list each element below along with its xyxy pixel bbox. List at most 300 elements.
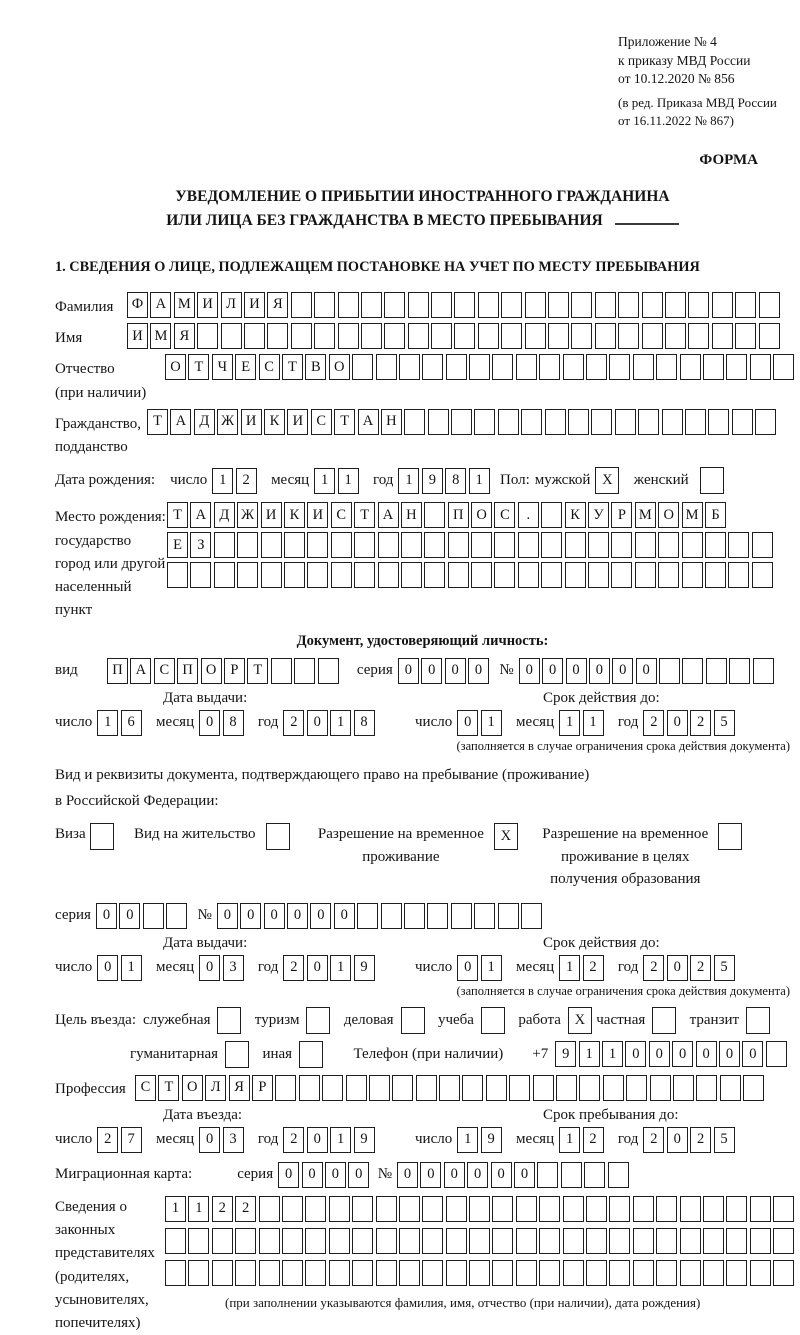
char-box[interactable]: [235, 1260, 256, 1286]
char-box[interactable]: И: [197, 292, 218, 318]
char-box[interactable]: [392, 1075, 413, 1101]
char-box[interactable]: [399, 1228, 420, 1254]
char-box[interactable]: [478, 323, 499, 349]
char-box[interactable]: [501, 323, 522, 349]
char-box[interactable]: М: [150, 323, 171, 349]
char-box[interactable]: Ж: [237, 502, 258, 528]
char-box[interactable]: 0: [334, 903, 355, 929]
char-box[interactable]: [446, 1228, 467, 1254]
char-box[interactable]: 0: [307, 1127, 328, 1153]
char-box[interactable]: 2: [97, 1127, 118, 1153]
char-box[interactable]: [378, 532, 399, 558]
visa-checkbox[interactable]: [90, 823, 116, 850]
patronymic-field[interactable]: [165, 354, 797, 380]
identity-issue-year[interactable]: [283, 710, 377, 736]
char-box[interactable]: [652, 1007, 676, 1034]
char-box[interactable]: [212, 1260, 233, 1286]
char-box[interactable]: [750, 1260, 771, 1286]
char-box[interactable]: [305, 1260, 326, 1286]
char-box[interactable]: [656, 1260, 677, 1286]
char-box[interactable]: 1: [469, 468, 490, 494]
char-box[interactable]: [516, 354, 537, 380]
residence-issue-month[interactable]: [199, 955, 246, 981]
char-box[interactable]: [322, 1075, 343, 1101]
purpose-work-checkbox[interactable]: [568, 1007, 594, 1034]
char-box[interactable]: 0: [348, 1162, 369, 1188]
char-box[interactable]: [469, 1260, 490, 1286]
char-box[interactable]: [469, 1228, 490, 1254]
char-box[interactable]: [712, 292, 733, 318]
char-box[interactable]: Т: [188, 354, 209, 380]
char-box[interactable]: [384, 292, 405, 318]
char-box[interactable]: [352, 1260, 373, 1286]
residence-issue-day[interactable]: [97, 955, 144, 981]
char-box[interactable]: 0: [199, 955, 220, 981]
char-box[interactable]: 1: [330, 1127, 351, 1153]
char-box[interactable]: 0: [278, 1162, 299, 1188]
char-box[interactable]: [305, 1196, 326, 1222]
char-box[interactable]: [688, 292, 709, 318]
char-box[interactable]: 0: [397, 1162, 418, 1188]
char-box[interactable]: [299, 1075, 320, 1101]
char-box[interactable]: [291, 323, 312, 349]
char-box[interactable]: Ж: [217, 409, 238, 435]
char-box[interactable]: X: [595, 467, 619, 494]
char-box[interactable]: Я: [229, 1075, 250, 1101]
char-box[interactable]: 1: [121, 955, 142, 981]
char-box[interactable]: [399, 354, 420, 380]
char-box[interactable]: [541, 532, 562, 558]
char-box[interactable]: [474, 903, 495, 929]
char-box[interactable]: [446, 1196, 467, 1222]
char-box[interactable]: [746, 1007, 770, 1034]
char-box[interactable]: [259, 1228, 280, 1254]
char-box[interactable]: 6: [121, 710, 142, 736]
char-box[interactable]: О: [329, 354, 350, 380]
char-box[interactable]: [235, 1228, 256, 1254]
char-box[interactable]: 1: [338, 468, 359, 494]
char-box[interactable]: [431, 323, 452, 349]
char-box[interactable]: [404, 409, 425, 435]
char-box[interactable]: [642, 323, 663, 349]
char-box[interactable]: О: [658, 502, 679, 528]
char-box[interactable]: 2: [583, 955, 604, 981]
char-box[interactable]: 0: [672, 1041, 693, 1067]
phone-field[interactable]: [555, 1041, 789, 1067]
char-box[interactable]: Л: [221, 292, 242, 318]
char-box[interactable]: .: [518, 502, 539, 528]
char-box[interactable]: 0: [119, 903, 140, 929]
char-box[interactable]: [486, 1075, 507, 1101]
char-box[interactable]: 0: [468, 658, 489, 684]
char-box[interactable]: [563, 1228, 584, 1254]
char-box[interactable]: [282, 1196, 303, 1222]
char-box[interactable]: 1: [559, 955, 580, 981]
char-box[interactable]: 1: [398, 468, 419, 494]
char-box[interactable]: [494, 532, 515, 558]
char-box[interactable]: [259, 1260, 280, 1286]
char-box[interactable]: О: [201, 658, 222, 684]
char-box[interactable]: [471, 562, 492, 588]
char-box[interactable]: 0: [742, 1041, 763, 1067]
char-box[interactable]: [545, 409, 566, 435]
char-box[interactable]: [282, 1228, 303, 1254]
char-box[interactable]: [703, 1260, 724, 1286]
char-box[interactable]: 0: [625, 1041, 646, 1067]
char-box[interactable]: [381, 903, 402, 929]
char-box[interactable]: 0: [97, 955, 118, 981]
char-box[interactable]: 0: [420, 1162, 441, 1188]
profession-field[interactable]: [135, 1075, 767, 1101]
char-box[interactable]: 0: [636, 658, 657, 684]
char-box[interactable]: [561, 1162, 582, 1188]
char-box[interactable]: [586, 354, 607, 380]
char-box[interactable]: [703, 1228, 724, 1254]
char-box[interactable]: 0: [310, 903, 331, 929]
char-box[interactable]: [399, 1196, 420, 1222]
char-box[interactable]: К: [264, 409, 285, 435]
char-box[interactable]: [752, 532, 773, 558]
char-box[interactable]: [369, 1075, 390, 1101]
char-box[interactable]: [492, 1196, 513, 1222]
char-box[interactable]: И: [261, 502, 282, 528]
char-box[interactable]: [408, 292, 429, 318]
char-box[interactable]: [565, 532, 586, 558]
char-box[interactable]: [424, 502, 445, 528]
char-box[interactable]: [759, 323, 780, 349]
char-box[interactable]: [361, 323, 382, 349]
char-box[interactable]: [518, 562, 539, 588]
char-box[interactable]: [90, 823, 114, 850]
char-box[interactable]: Н: [381, 409, 402, 435]
char-box[interactable]: 1: [481, 710, 502, 736]
char-box[interactable]: [541, 502, 562, 528]
representatives-field-line2[interactable]: [165, 1228, 797, 1254]
entry-year[interactable]: [283, 1127, 377, 1153]
char-box[interactable]: [682, 658, 703, 684]
char-box[interactable]: 2: [235, 1196, 256, 1222]
char-box[interactable]: 0: [264, 903, 285, 929]
char-box[interactable]: [357, 903, 378, 929]
char-box[interactable]: [773, 1228, 794, 1254]
char-box[interactable]: [422, 1196, 443, 1222]
entry-day[interactable]: [97, 1127, 144, 1153]
char-box[interactable]: [221, 323, 242, 349]
char-box[interactable]: [773, 1196, 794, 1222]
char-box[interactable]: [166, 903, 187, 929]
char-box[interactable]: [416, 1075, 437, 1101]
char-box[interactable]: [462, 1075, 483, 1101]
char-box[interactable]: [735, 292, 756, 318]
char-box[interactable]: 1: [559, 1127, 580, 1153]
char-box[interactable]: [726, 354, 747, 380]
char-box[interactable]: [665, 323, 686, 349]
char-box[interactable]: [750, 1228, 771, 1254]
char-box[interactable]: [579, 1075, 600, 1101]
char-box[interactable]: 0: [421, 658, 442, 684]
char-box[interactable]: 0: [445, 658, 466, 684]
char-box[interactable]: 0: [514, 1162, 535, 1188]
char-box[interactable]: [685, 409, 706, 435]
char-box[interactable]: 1: [481, 955, 502, 981]
char-box[interactable]: С: [494, 502, 515, 528]
char-box[interactable]: [399, 1260, 420, 1286]
char-box[interactable]: [422, 354, 443, 380]
char-box[interactable]: 9: [354, 955, 375, 981]
birth-month-field[interactable]: [314, 468, 361, 494]
char-box[interactable]: [633, 1228, 654, 1254]
char-box[interactable]: [732, 409, 753, 435]
entry-month[interactable]: [199, 1127, 246, 1153]
char-box[interactable]: [305, 1228, 326, 1254]
char-box[interactable]: [703, 1196, 724, 1222]
char-box[interactable]: Я: [174, 323, 195, 349]
char-box[interactable]: 2: [690, 955, 711, 981]
gender-male-checkbox[interactable]: [595, 467, 621, 494]
purpose-transit-checkbox[interactable]: [746, 1007, 772, 1034]
char-box[interactable]: 0: [96, 903, 117, 929]
char-box[interactable]: [299, 1041, 323, 1068]
char-box[interactable]: [378, 562, 399, 588]
char-box[interactable]: 9: [481, 1127, 502, 1153]
char-box[interactable]: 3: [223, 1127, 244, 1153]
char-box[interactable]: [446, 354, 467, 380]
char-box[interactable]: [586, 1196, 607, 1222]
char-box[interactable]: 2: [643, 710, 664, 736]
char-box[interactable]: X: [494, 823, 518, 850]
char-box[interactable]: [680, 354, 701, 380]
char-box[interactable]: [688, 323, 709, 349]
char-box[interactable]: [766, 1041, 787, 1067]
char-box[interactable]: 3: [223, 955, 244, 981]
char-box[interactable]: 0: [491, 1162, 512, 1188]
char-box[interactable]: [537, 1162, 558, 1188]
char-box[interactable]: 0: [217, 903, 238, 929]
char-box[interactable]: Н: [401, 502, 422, 528]
char-box[interactable]: [750, 1196, 771, 1222]
char-box[interactable]: [680, 1196, 701, 1222]
char-box[interactable]: С: [259, 354, 280, 380]
char-box[interactable]: М: [635, 502, 656, 528]
char-box[interactable]: Р: [224, 658, 245, 684]
char-box[interactable]: 0: [199, 1127, 220, 1153]
char-box[interactable]: [361, 292, 382, 318]
char-box[interactable]: [662, 409, 683, 435]
char-box[interactable]: [498, 409, 519, 435]
char-box[interactable]: [404, 903, 425, 929]
char-box[interactable]: [571, 292, 592, 318]
char-box[interactable]: 1: [165, 1196, 186, 1222]
char-box[interactable]: [352, 1196, 373, 1222]
char-box[interactable]: [609, 354, 630, 380]
char-box[interactable]: 8: [354, 710, 375, 736]
char-box[interactable]: [451, 409, 472, 435]
char-box[interactable]: Е: [167, 532, 188, 558]
char-box[interactable]: [474, 409, 495, 435]
char-box[interactable]: [703, 354, 724, 380]
char-box[interactable]: [539, 1260, 560, 1286]
char-box[interactable]: [284, 562, 305, 588]
char-box[interactable]: 1: [559, 710, 580, 736]
char-box[interactable]: [331, 532, 352, 558]
char-box[interactable]: [190, 562, 211, 588]
char-box[interactable]: [376, 1196, 397, 1222]
residence-number-field[interactable]: [217, 903, 544, 929]
char-box[interactable]: [755, 409, 776, 435]
char-box[interactable]: [492, 354, 513, 380]
char-box[interactable]: [729, 658, 750, 684]
char-box[interactable]: [237, 562, 258, 588]
char-box[interactable]: [376, 1260, 397, 1286]
char-box[interactable]: [718, 823, 742, 850]
citizenship-field[interactable]: [147, 409, 779, 435]
char-box[interactable]: [478, 292, 499, 318]
char-box[interactable]: [212, 1228, 233, 1254]
char-box[interactable]: 2: [643, 1127, 664, 1153]
char-box[interactable]: Л: [205, 1075, 226, 1101]
char-box[interactable]: 1: [579, 1041, 600, 1067]
char-box[interactable]: А: [150, 292, 171, 318]
char-box[interactable]: 1: [188, 1196, 209, 1222]
char-box[interactable]: 0: [566, 658, 587, 684]
char-box[interactable]: [492, 1260, 513, 1286]
char-box[interactable]: [451, 903, 472, 929]
char-box[interactable]: [307, 532, 328, 558]
residence-expiry-year[interactable]: [643, 955, 737, 981]
char-box[interactable]: Ф: [127, 292, 148, 318]
identity-number-field[interactable]: [519, 658, 776, 684]
char-box[interactable]: 0: [398, 658, 419, 684]
char-box[interactable]: Т: [247, 658, 268, 684]
char-box[interactable]: 0: [649, 1041, 670, 1067]
char-box[interactable]: Т: [158, 1075, 179, 1101]
char-box[interactable]: [656, 1196, 677, 1222]
purpose-business-checkbox[interactable]: [401, 1007, 427, 1034]
identity-kind-field[interactable]: [107, 658, 341, 684]
char-box[interactable]: 0: [542, 658, 563, 684]
birth-place-field-line3[interactable]: [167, 562, 775, 588]
char-box[interactable]: [422, 1260, 443, 1286]
char-box[interactable]: И: [307, 502, 328, 528]
char-box[interactable]: [759, 292, 780, 318]
char-box[interactable]: [498, 903, 519, 929]
char-box[interactable]: [591, 409, 612, 435]
char-box[interactable]: И: [287, 409, 308, 435]
stay-day[interactable]: [457, 1127, 504, 1153]
char-box[interactable]: 2: [690, 1127, 711, 1153]
char-box[interactable]: [635, 562, 656, 588]
char-box[interactable]: [700, 467, 724, 494]
char-box[interactable]: 1: [457, 1127, 478, 1153]
char-box[interactable]: 1: [602, 1041, 623, 1067]
char-box[interactable]: 0: [457, 710, 478, 736]
char-box[interactable]: И: [241, 409, 262, 435]
char-box[interactable]: [197, 323, 218, 349]
char-box[interactable]: [609, 1196, 630, 1222]
char-box[interactable]: [516, 1228, 537, 1254]
char-box[interactable]: [469, 1196, 490, 1222]
char-box[interactable]: [633, 1260, 654, 1286]
char-box[interactable]: [595, 292, 616, 318]
char-box[interactable]: [516, 1260, 537, 1286]
char-box[interactable]: 0: [307, 955, 328, 981]
char-box[interactable]: М: [174, 292, 195, 318]
char-box[interactable]: [165, 1228, 186, 1254]
char-box[interactable]: [682, 532, 703, 558]
char-box[interactable]: 2: [283, 710, 304, 736]
char-box[interactable]: [266, 823, 290, 850]
char-box[interactable]: Т: [167, 502, 188, 528]
migration-number-field[interactable]: [397, 1162, 631, 1188]
char-box[interactable]: [469, 354, 490, 380]
char-box[interactable]: 9: [422, 468, 443, 494]
char-box[interactable]: Д: [214, 502, 235, 528]
temp-residence-checkbox[interactable]: [494, 823, 520, 850]
char-box[interactable]: [167, 562, 188, 588]
char-box[interactable]: [568, 409, 589, 435]
char-box[interactable]: [565, 562, 586, 588]
char-box[interactable]: [424, 532, 445, 558]
char-box[interactable]: Д: [194, 409, 215, 435]
char-box[interactable]: 2: [283, 1127, 304, 1153]
char-box[interactable]: Е: [235, 354, 256, 380]
char-box[interactable]: [705, 532, 726, 558]
char-box[interactable]: [294, 658, 315, 684]
char-box[interactable]: [401, 562, 422, 588]
char-box[interactable]: [773, 354, 794, 380]
char-box[interactable]: [611, 532, 632, 558]
char-box[interactable]: [259, 1196, 280, 1222]
char-box[interactable]: [448, 532, 469, 558]
migration-series-field[interactable]: [278, 1162, 372, 1188]
char-box[interactable]: [584, 1162, 605, 1188]
char-box[interactable]: А: [190, 502, 211, 528]
char-box[interactable]: [329, 1228, 350, 1254]
char-box[interactable]: 0: [444, 1162, 465, 1188]
char-box[interactable]: И: [244, 292, 265, 318]
char-box[interactable]: 0: [307, 710, 328, 736]
char-box[interactable]: [609, 1260, 630, 1286]
char-box[interactable]: Б: [705, 502, 726, 528]
char-box[interactable]: 0: [589, 658, 610, 684]
char-box[interactable]: [571, 323, 592, 349]
char-box[interactable]: М: [682, 502, 703, 528]
char-box[interactable]: [586, 1260, 607, 1286]
char-box[interactable]: 0: [667, 955, 688, 981]
char-box[interactable]: [595, 323, 616, 349]
char-box[interactable]: К: [565, 502, 586, 528]
char-box[interactable]: 1: [97, 710, 118, 736]
char-box[interactable]: [338, 292, 359, 318]
birth-year-field[interactable]: [398, 468, 492, 494]
char-box[interactable]: [352, 1228, 373, 1254]
char-box[interactable]: А: [358, 409, 379, 435]
char-box[interactable]: [282, 1260, 303, 1286]
char-box[interactable]: 0: [667, 1127, 688, 1153]
char-box[interactable]: А: [378, 502, 399, 528]
char-box[interactable]: Р: [252, 1075, 273, 1101]
char-box[interactable]: [494, 562, 515, 588]
name-field[interactable]: [127, 323, 782, 349]
char-box[interactable]: [329, 1260, 350, 1286]
char-box[interactable]: [556, 1075, 577, 1101]
char-box[interactable]: [633, 1196, 654, 1222]
char-box[interactable]: [275, 1075, 296, 1101]
char-box[interactable]: [656, 1228, 677, 1254]
char-box[interactable]: [217, 1007, 241, 1034]
char-box[interactable]: С: [331, 502, 352, 528]
char-box[interactable]: [728, 532, 749, 558]
